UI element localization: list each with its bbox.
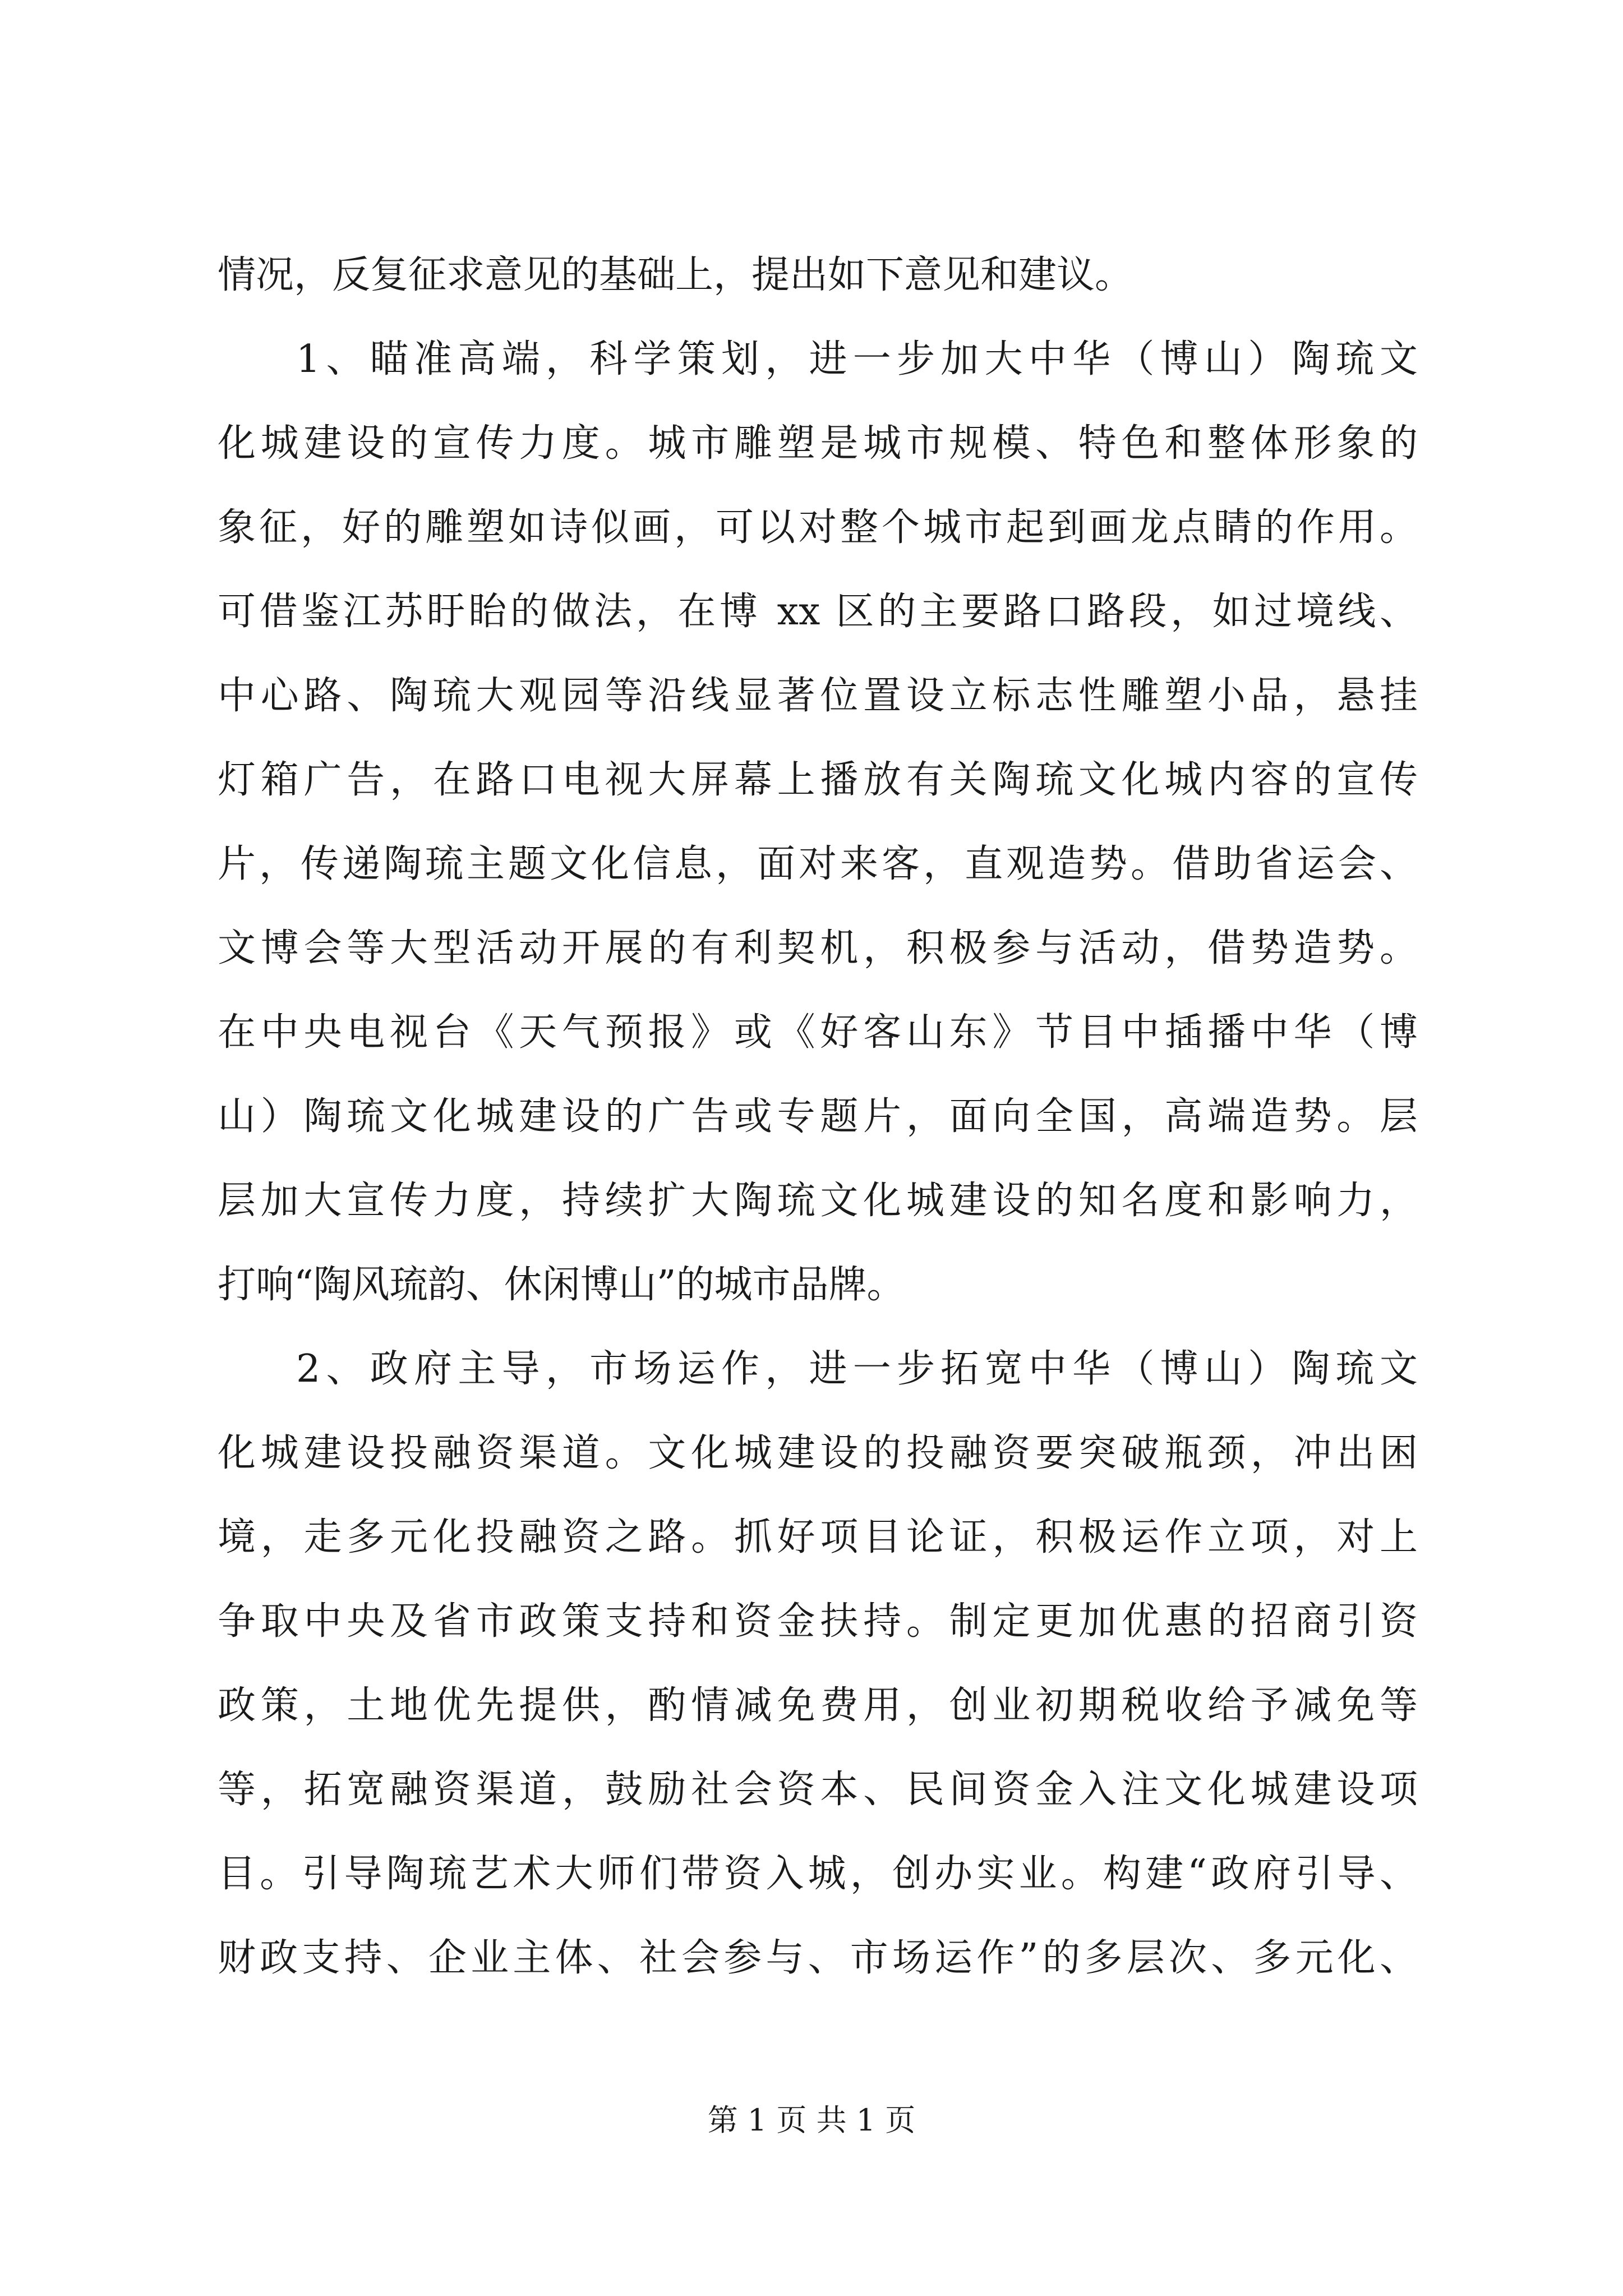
text-line: 境，走多元化投融资之路。抓好项目论证，积极运作立项，对上 [218,1515,1418,1559]
text-line: 在中央电视台《天气预报》或《好客山东》节目中插播中华（博 [218,1010,1418,1055]
text-line: 文博会等大型活动开展的有利契机，积极参与活动，借势造势。 [218,926,1418,970]
text-line: 片，传递陶琉主题文化信息，面对来客，直观造势。借助省运会、 [218,842,1418,886]
text-line: 等，拓宽融资渠道，鼓励社会资本、民间资金入注文化城建设项 [218,1768,1418,1812]
text-line: 可借鉴江苏盱眙的做法，在博 xx 区的主要路口路段，如过境线、 [218,590,1418,634]
text-line: 目。引导陶琉艺术大师们带资入城，创办实业。构建“政府引导、 [218,1852,1418,1896]
document-body [218,233,1418,2000]
text-line: 灯箱广告，在路口电视大屏幕上播放有关陶琉文化城内容的宣传 [218,758,1418,802]
text-line: 层加大宣传力度，持续扩大陶琉文化城建设的知名度和影响力， [218,1179,1418,1223]
text-line: 中心路、陶琉大观园等沿线显著位置设立标志性雕塑小品，悬挂 [218,674,1418,718]
text-line: 山）陶琉文化城建设的广告或专题片，面向全国，高端造势。层 [218,1094,1418,1139]
text-line: 1、瞄准高端，科学策划，进一步加大中华（博山）陶琉文 [296,337,1418,381]
text-line: 2、政府主导，市场运作，进一步拓宽中华（博山）陶琉文 [296,1347,1418,1391]
text-line: 化城建设投融资渠道。文化城建设的投融资要突破瓶颈，冲出困 [218,1431,1418,1475]
text-line: 象征，好的雕塑如诗似画，可以对整个城市起到画龙点睛的作用。 [218,505,1418,550]
text-line: 情况，反复征求意见的基础上，提出如下意见和建议。 [218,253,1133,297]
text-line: 财政支持、企业主体、社会参与、市场运作”的多层次、多元化、 [218,1936,1418,1980]
page-number-label: 第 1 页 共 1 页 [707,2102,916,2138]
text-line: 争取中央及省市政策支持和资金扶持。制定更加优惠的招商引资 [218,1599,1418,1644]
text-line: 打响“陶风琉韵、休闲博山”的城市品牌。 [218,1263,905,1307]
text-line: 政策，土地优先提供，酌情减免费用，创业初期税收给予减免等 [218,1683,1418,1728]
page-footer [0,2098,1623,2143]
text-line: 化城建设的宣传力度。城市雕塑是城市规模、特色和整体形象的 [218,421,1418,466]
